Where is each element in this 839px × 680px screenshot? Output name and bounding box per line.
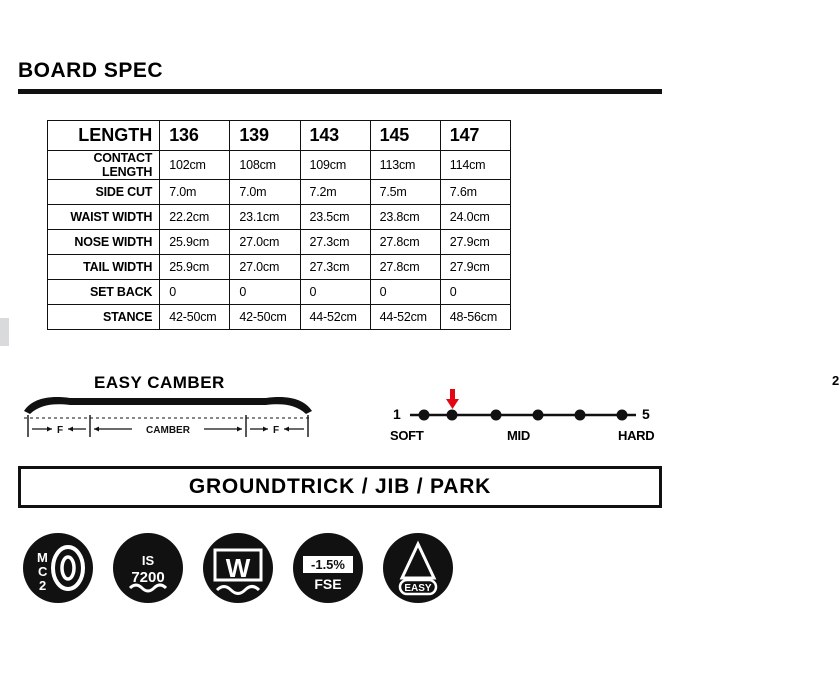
cell: 113cm — [370, 151, 440, 180]
cell: 27.0cm — [230, 230, 300, 255]
table-row — [48, 205, 511, 230]
cell: 42-50cm — [160, 305, 230, 330]
cell: 102cm — [160, 151, 230, 180]
header-divider — [18, 89, 662, 94]
cell: 42-50cm — [230, 305, 300, 330]
page-title: BOARD SPEC — [18, 59, 164, 82]
cell: 22.2cm — [160, 205, 230, 230]
mc2-line-0: M — [37, 550, 48, 565]
row-label: STANCE — [48, 305, 160, 330]
cell: 7.0m — [160, 180, 230, 205]
cell: 0 — [230, 280, 300, 305]
easy-icon — [382, 532, 454, 604]
table-row — [48, 230, 511, 255]
cell: 108cm — [230, 151, 300, 180]
flex-label-soft: SOFT — [390, 428, 424, 443]
table-header-len-0: 136 — [160, 121, 230, 151]
table-row — [48, 255, 511, 280]
cell: 23.1cm — [230, 205, 300, 230]
table-header-len-2: 143 — [300, 121, 370, 151]
flex-scale-min: 1 — [393, 406, 401, 422]
mc2-line-1: C — [38, 564, 48, 579]
table-header-len-3: 145 — [370, 121, 440, 151]
flex-label-mid: MID — [507, 428, 530, 443]
page-header — [18, 58, 662, 94]
edge-artifact — [0, 318, 9, 346]
mc2-line-2: 2 — [39, 578, 47, 593]
cell: 27.8cm — [370, 230, 440, 255]
cell: 23.5cm — [300, 205, 370, 230]
flex-scale-max: 5 — [642, 406, 650, 422]
cell: 24.0cm — [440, 205, 510, 230]
row-label: WAIST WIDTH — [48, 205, 160, 230]
cell: 0 — [370, 280, 440, 305]
fse-line-1: FSE — [314, 576, 342, 592]
row-label: SIDE CUT — [48, 180, 160, 205]
camber-zone-label-left: F — [56, 425, 64, 436]
cell: 44-52cm — [370, 305, 440, 330]
spec-table — [47, 120, 511, 330]
feature-icon-row — [22, 528, 482, 608]
mc2-icon — [22, 532, 94, 604]
w-icon — [202, 532, 274, 604]
cell: 0 — [440, 280, 510, 305]
flex-label-hard: HARD — [618, 428, 655, 443]
is7200-line-0: IS — [141, 553, 155, 568]
is7200-icon — [112, 532, 184, 604]
cell: 0 — [160, 280, 230, 305]
cell: 27.3cm — [300, 230, 370, 255]
flex-marker-value: 2 — [832, 373, 839, 388]
easy-label: EASY — [404, 583, 432, 594]
w-letter: W — [225, 553, 251, 583]
table-header-len-4: 147 — [440, 121, 510, 151]
flex-scale — [380, 373, 839, 448]
cell: 7.6m — [440, 180, 510, 205]
cell: 27.9cm — [440, 255, 510, 280]
camber-diagram — [18, 373, 318, 448]
table-row — [48, 280, 511, 305]
cell: 7.5m — [370, 180, 440, 205]
cell: 27.9cm — [440, 230, 510, 255]
cell: 27.8cm — [370, 255, 440, 280]
cell: 44-52cm — [300, 305, 370, 330]
table-row — [48, 180, 511, 205]
cell: 109cm — [300, 151, 370, 180]
table-row — [48, 151, 511, 180]
fse-icon — [292, 532, 364, 604]
category-banner — [18, 466, 662, 508]
camber-zone-label-right: F — [272, 425, 280, 436]
table-header-length: LENGTH — [48, 121, 160, 151]
table-header-len-1: 139 — [230, 121, 300, 151]
camber-zone-label-mid: CAMBER — [146, 425, 190, 436]
table-row — [48, 305, 511, 330]
camber-title: EASY CAMBER — [94, 373, 225, 392]
camber-profile-svg — [18, 391, 318, 449]
flex-marker-arrow — [446, 389, 459, 409]
row-label: NOSE WIDTH — [48, 230, 160, 255]
row-label: TAIL WIDTH — [48, 255, 160, 280]
cell: 25.9cm — [160, 255, 230, 280]
cell: 7.0m — [230, 180, 300, 205]
fse-line-0: -1.5% — [311, 557, 345, 572]
cell: 27.3cm — [300, 255, 370, 280]
table-header-row — [48, 121, 511, 151]
cell: 48-56cm — [440, 305, 510, 330]
row-label: CONTACT LENGTH — [48, 151, 160, 180]
row-label: SET BACK — [48, 280, 160, 305]
cell: 23.8cm — [370, 205, 440, 230]
is7200-line-1: 7200 — [131, 569, 165, 586]
category-banner-text: GROUNDTRICK / JIB / PARK — [188, 475, 492, 498]
cell: 0 — [300, 280, 370, 305]
cell: 7.2m — [300, 180, 370, 205]
cell: 114cm — [440, 151, 510, 180]
cell: 25.9cm — [160, 230, 230, 255]
cell: 27.0cm — [230, 255, 300, 280]
